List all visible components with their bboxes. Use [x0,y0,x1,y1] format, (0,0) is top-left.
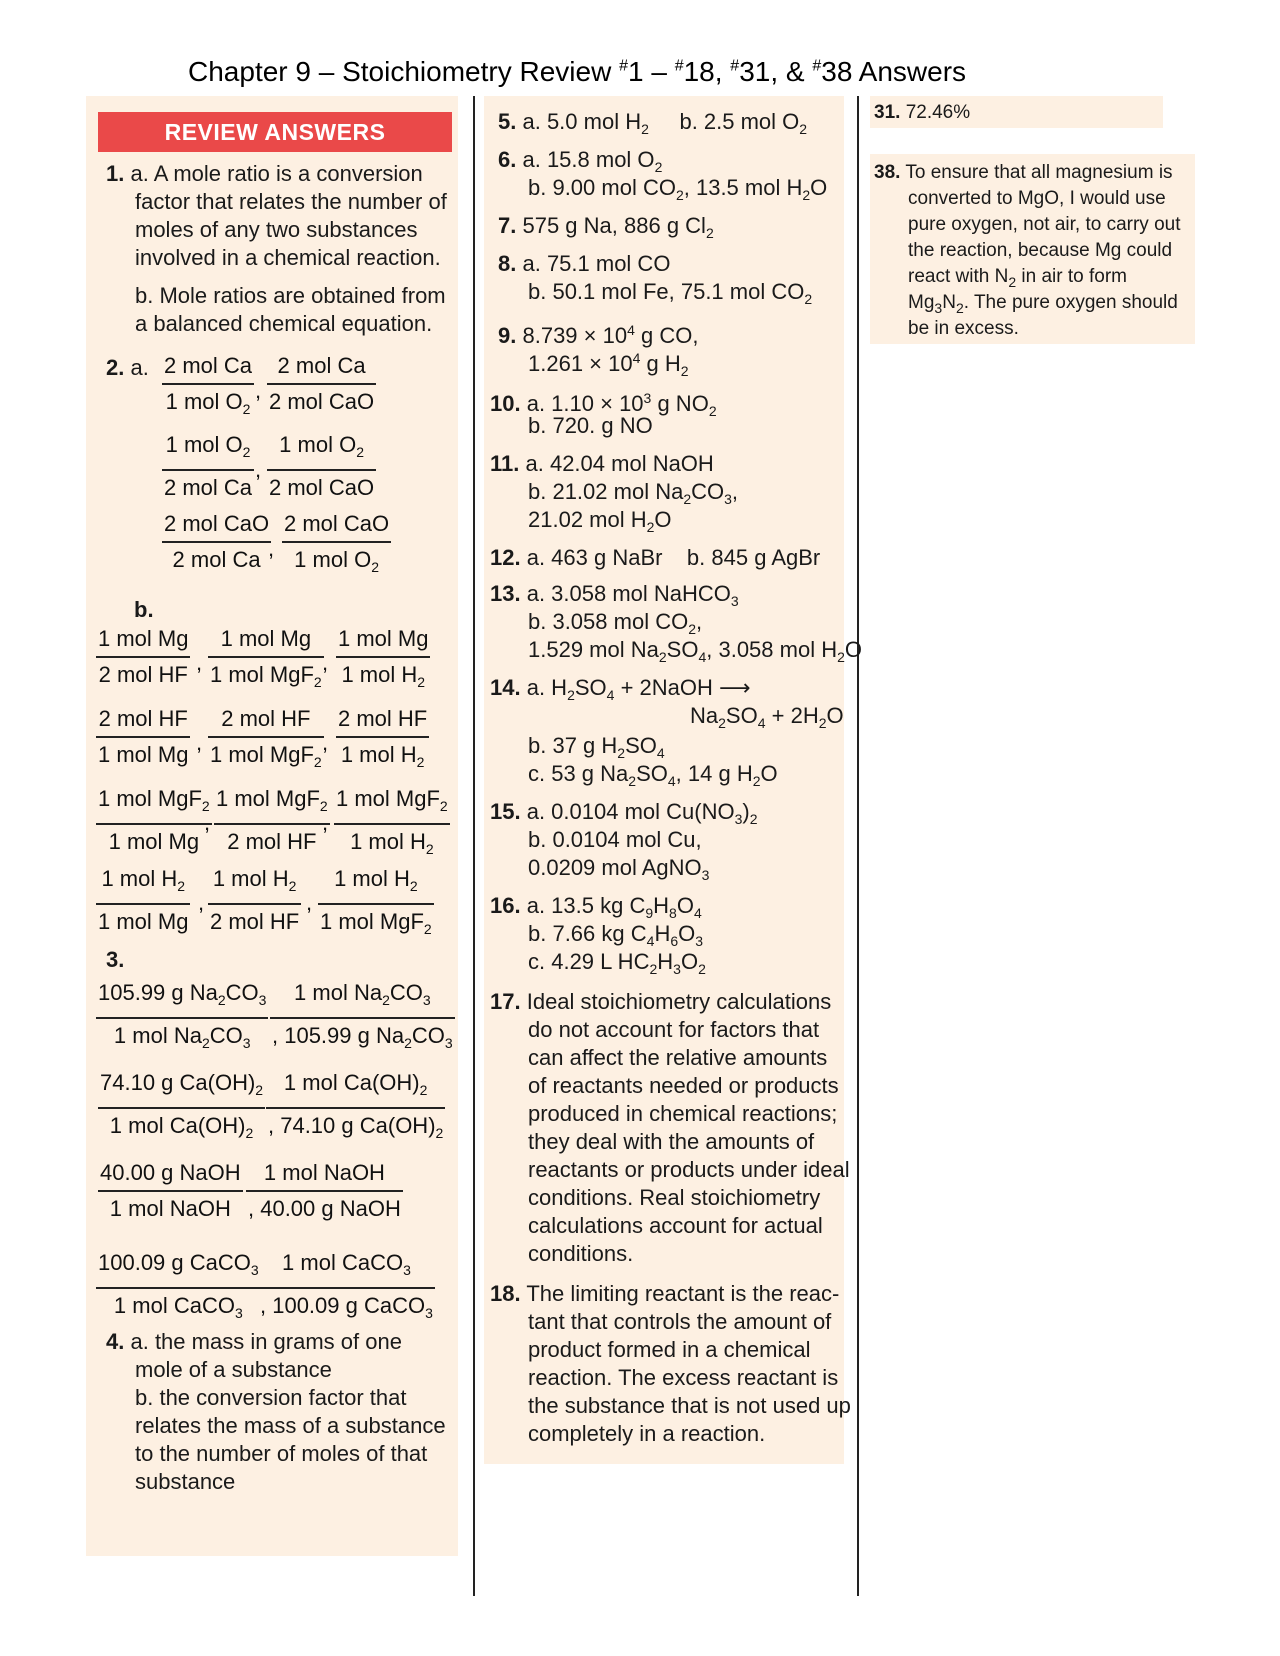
q17-line: of reactants needed or products [528,1073,839,1098]
q15-answer-b: b. 0.0104 mol Cu, [528,827,702,852]
q18-answer: 18. The limiting reactant is the reac- [490,1281,840,1306]
q18-line: the substance that is not used up [528,1393,851,1418]
conversion-factor: 74.10 g $Ca(OH)_2$ 1 mol $Ca(OH)_2$ [100,1070,264,1141]
q17-line: conditions. Real stoichiometry [528,1185,821,1210]
q15-answer-a: 15. a. 0.0104 mol $Cu(NO_3)_2$ [490,799,758,827]
q1-b-line: a balanced chemical equation. [135,311,433,336]
q8-answer-a: 8. a. 75.1 mol CO [498,251,671,276]
conversion-factor: 1 mol NaOH , 40.00 g NaOH [248,1160,401,1221]
q11-answer-a: 11. a. 42.04 mol NaOH [490,451,714,476]
q17-line: they deal with the amounts of [528,1129,815,1154]
q38-line: converted to MgO, I would use [908,188,1166,209]
q17-line: conditions. [528,1241,634,1266]
q8-answer-b: b. 50.1 mol Fe, 75.1 mol $CO_2$ [528,279,813,307]
q16-answer-c: c. 4.29 L $HC_2H_3O_2$ [528,949,706,977]
q2-b-label: b. [134,597,154,622]
q13-answer-b: b. 3.058 mol $CO_2$, [528,609,703,637]
q3-number: 3. [106,947,125,972]
q18-line: completely in a reaction. [528,1421,766,1446]
comma: , [255,457,262,482]
comma: , [204,810,211,835]
conversion-factor: 1 mol $Ca(OH)_2$ , 74.10 g $Ca(OH)_2$ [268,1070,444,1141]
q38-line: react with $N_2$ in air to form [908,266,1127,290]
q11-answer-c: 21.02 mol $H_2O$ [528,507,672,535]
mole-ratio: 1 mol MgF$_2$ 1 mol $H_2$ [336,786,448,857]
mole-ratio: 2 mol Ca 2 mol CaO [269,353,375,414]
q18-line: reaction. The excess reactant is [528,1365,839,1390]
q14-answer-b: b. 37 g $H_2SO_4$ [528,733,665,761]
mole-ratio: 2 mol CaO 1 mol $O_2$ [284,511,390,575]
q18-line: tant that controls the amount of [528,1309,832,1334]
conversion-factor: 1 mol CaCO$_3$ , 100.09 g CaCO$_3$ [260,1250,433,1321]
q12-answer: 12. a. 463 g NaBr b. 845 g AgBr [490,545,821,570]
page-title: Chapter 9 – Stoichiometry Review #1 – #18, #31, & #38 Answers [188,56,967,87]
q4-line: relates the mass of a substance [135,1413,446,1438]
q4-line: b. the conversion factor that [135,1385,407,1410]
q13-answer-a: 13. a. 3.058 mol NaHCO$_3$ [490,581,739,609]
q17-answer: 17. Ideal stoichiometry calculations [490,989,832,1014]
comma: , [198,890,205,915]
comma: , [268,536,275,561]
q38-line: be in excess. [908,318,1019,339]
q9-answer: 9. $8.739 \times 10^4$ g CO, [498,322,699,348]
q4-number: 4. a. the mass in grams of one [106,1329,402,1354]
mole-ratio: 1 mol $H_2$ 1 mol Mg [98,866,189,934]
q17-line: reactants or products under ideal [528,1157,850,1182]
comma: , [255,378,262,403]
mole-ratio: 2 mol HF 1 mol $H_2$ [338,706,428,770]
q1-b-line: b. Mole ratios are obtained from [135,283,446,308]
q18-line: product formed in a chemical [528,1337,811,1362]
mole-ratio: 2 mol CaO 2 mol Ca [164,511,270,572]
mole-ratio: 2 mol Ca 1 mol $O_2$ [164,353,253,417]
mole-ratio: 2 mol HF 1 mol Mg [98,706,189,767]
q1-a-line: factor that relates the number of [135,189,447,214]
q16-answer-b: b. 7.66 kg $C_4H_6O_3$ [528,921,704,949]
q7-answer: 7. 575 g Na, 886 g $Cl_2$ [498,213,714,241]
q14-answer-c: c. 53 g $Na_2SO_4$, 14 g $H_2O$ [528,761,778,789]
q16-answer-a: 16. a. 13.5 kg $C_9H_8O_4$ [490,893,702,921]
q31-answer: 31. 72.46% [874,102,971,123]
comma: , [322,730,329,755]
q17-line: can affect the relative amounts [528,1045,828,1070]
comma: , [322,650,329,675]
q38-line: pure oxygen, not air, to carry out [908,214,1181,235]
mole-ratio: 1 mol MgF$_2$ 1 mol Mg [98,786,210,854]
q10-answer-b: b. 720. g NO [528,413,653,438]
q4-line: to the number of moles of that [135,1441,428,1466]
q6-answer-b: b. 9.00 mol $CO_2$, 13.5 mol $H_2O$ [528,175,828,203]
q9-answer-line: $1.261 \times 10^4$ g $H_2$ [528,350,689,379]
conversion-factor: 105.99 g $Na_2CO_3$ 1 mol $Na_2CO_3$ [98,980,267,1051]
q13-answer-c: 1.529 mol $Na_2SO_4$, 3.058 mol $H_2O$ [528,637,863,665]
comma: , [196,650,203,675]
q5-answer: 5. a. 5.0 mol $H_2$ b. 2.5 mol $O_2$ [498,109,808,137]
q4-line: mole of a substance [135,1357,332,1382]
q17-line: do not account for factors that [528,1017,820,1042]
q38-line: $Mg_3N_2$. The pure oxygen should [908,292,1178,316]
q1-a-line: involved in a chemical reaction. [135,245,441,270]
q4-line: substance [135,1469,236,1494]
q17-line: produced in chemical reactions; [528,1101,838,1126]
q38-answer: 38. To ensure that all magnesium is [874,162,1173,183]
q11-answer-b: b. 21.02 mol $Na_2CO_3$, [528,479,739,507]
mole-ratio: 1 mol Mg 1 mol MgF$_2$ [210,626,322,690]
q6-answer-a: 6. a. 15.8 mol $O_2$ [498,147,663,175]
mole-ratio: 1 mol $H_2$ 2 mol HF [210,866,300,934]
review-answers-banner: REVIEW ANSWERS [98,112,452,152]
q10-answer-a: 10. a. $1.10 \times 10^3$ g $NO_2$ [490,390,717,419]
mole-ratio: 1 mol Mg 2 mol HF [98,626,189,687]
comma: , [322,810,329,835]
mole-ratio: 1 mol $O_2$ 2 mol Ca [164,432,253,500]
mole-ratio: 2 mol HF 1 mol MgF$_2$ [210,706,322,770]
q14-answer-a: 14. a. $H_2SO_4$ + 2NaOH ⟶ [490,675,751,703]
conversion-factor: 100.09 g CaCO$_3$ 1 mol CaCO$_3$ [98,1250,259,1321]
mole-ratio: 1 mol $O_2$ 2 mol CaO [269,432,375,500]
comma: , [196,730,203,755]
column-divider [473,96,475,1596]
q15-answer-c: 0.0209 mol AgNO$_3$ [528,855,710,883]
q17-line: calculations account for actual [528,1213,823,1238]
mole-ratio: 1 mol $H_2$ 1 mol MgF$_2$ [320,866,432,937]
q14-answer-products: $Na_2SO_4 + 2H_2O$ [690,703,844,731]
column-divider [857,96,859,1596]
comma: , [306,890,313,915]
q1-number: 1. a. A mole ratio is a conversion [106,161,423,186]
conversion-factor: 1 mol $Na_2CO_3$ , 105.99 g $Na_2CO_3$ [272,980,453,1051]
mole-ratio: 1 mol MgF$_2$ 2 mol HF [216,786,328,854]
q1-a-line: moles of any two substances [135,217,418,242]
q2-number: 2. a. [106,355,149,380]
mole-ratio: 1 mol Mg 1 mol $H_2$ [338,626,429,690]
q38-line: the reaction, because Mg could [908,240,1173,261]
conversion-factor: 40.00 g NaOH 1 mol NaOH [100,1160,241,1221]
